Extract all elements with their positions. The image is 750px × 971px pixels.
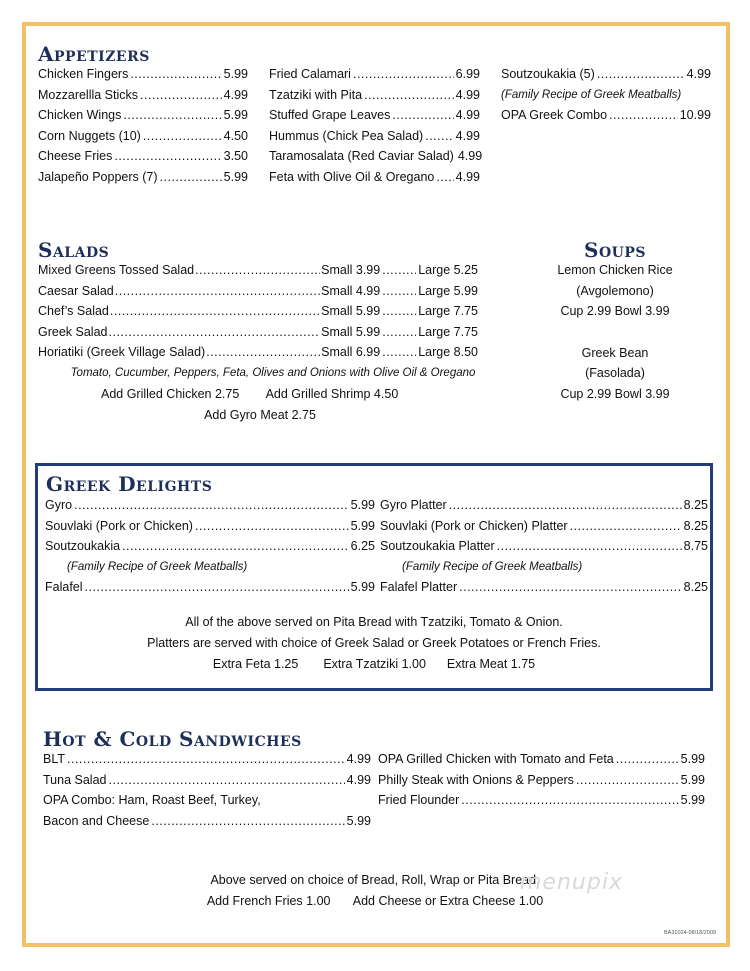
soup-subname: (Avgolemono) bbox=[576, 283, 654, 298]
extra-feta: Extra Feta 1.25 bbox=[212, 657, 299, 671]
menu-item: OPA Combo: Ham, Roast Beef, Turkey, bbox=[43, 793, 261, 807]
soup-subname: (Fasolada) bbox=[585, 366, 645, 380]
meatballs-note: (Family Recipe of Greek Meatballs) bbox=[402, 560, 583, 573]
addon-gyro: Add Gyro Meat 2.75 bbox=[204, 408, 316, 422]
leader-dots bbox=[392, 105, 453, 126]
leader-dots bbox=[108, 322, 320, 343]
item-name: Chicken Fingers bbox=[38, 67, 129, 81]
addon-cheese: Add Cheese or Extra Cheese 1.00 bbox=[352, 894, 544, 908]
platter-note: Platters are served with choice of Greek Salad or Greek Potatoes or French Fries. bbox=[147, 636, 601, 650]
leader-dots bbox=[382, 342, 416, 363]
leader-dots bbox=[140, 85, 222, 106]
addon-chicken: Add Grilled Chicken 2.75 bbox=[101, 387, 240, 401]
item-price: 5.99 bbox=[223, 169, 248, 184]
salads-title: Salads bbox=[38, 238, 110, 262]
menu-item bbox=[269, 167, 480, 188]
soup-price: Cup 2.99 Bowl 3.99 bbox=[560, 304, 670, 318]
sandwiches-title: Hot & Cold Sandwiches bbox=[43, 727, 302, 751]
salad-item bbox=[38, 342, 478, 363]
item-name: Jalapeño Poppers (7) bbox=[38, 169, 158, 184]
salad-item bbox=[38, 301, 478, 322]
menu-item bbox=[38, 105, 248, 126]
salads-list bbox=[38, 260, 478, 363]
large-price: Large 7.75 bbox=[418, 324, 478, 339]
menu-item: Soutzoukakia (5) ..... 4.99 bbox=[501, 64, 711, 85]
small-price: Small 3.99 bbox=[321, 263, 381, 277]
menu-item: Philly Steak with Onions & Peppers ..... 5.99 bbox=[378, 770, 705, 791]
soup-price: Cup 2.99 Bowl 3.99 bbox=[560, 386, 670, 401]
large-price: Large 7.75 bbox=[418, 304, 478, 318]
appetizers-col1 bbox=[38, 64, 248, 187]
leader-dots bbox=[160, 167, 222, 188]
sandwich-addons bbox=[0, 891, 750, 912]
menu-item bbox=[269, 126, 480, 147]
appetizers-title: Appetizers bbox=[38, 42, 150, 66]
item-price: 5.99 bbox=[223, 67, 248, 81]
item-price: 3.50 bbox=[223, 149, 248, 163]
leader-dots bbox=[114, 146, 221, 167]
extra-tzatziki: Extra Tzatziki 1.00 bbox=[323, 657, 426, 671]
menu-item bbox=[38, 126, 248, 147]
leader-dots bbox=[425, 126, 453, 147]
meatballs-note: (Family Recipe of Greek Meatballs) bbox=[67, 560, 248, 573]
leader-dots bbox=[143, 126, 222, 147]
item-name: Hummus (Chick Pea Salad) bbox=[269, 128, 424, 143]
leader-dots bbox=[206, 342, 320, 363]
soup-name: Lemon Chicken Rice bbox=[557, 263, 673, 277]
greek-delights-title: Greek Delights bbox=[46, 472, 213, 496]
salad-addons bbox=[101, 384, 398, 405]
small-price: Small 4.99 bbox=[321, 283, 381, 298]
small-price: Small 6.99 bbox=[321, 345, 381, 359]
large-price: Large 5.99 bbox=[418, 283, 478, 298]
item-name: Corn Nuggets (10) bbox=[38, 128, 141, 143]
item-price: 4.99 bbox=[457, 149, 483, 163]
item-name: Mixed Greens Tossed Salad bbox=[38, 263, 195, 277]
leader-dots bbox=[110, 301, 320, 322]
sandwiches-right-col bbox=[378, 749, 705, 811]
small-price: Small 5.99 bbox=[321, 304, 381, 318]
addon-fries: Add French Fries 1.00 bbox=[206, 894, 331, 908]
item-price: 4.99 bbox=[455, 128, 480, 143]
item-price: 5.99 bbox=[223, 108, 248, 122]
menu-item: Falafel ..... 5.99 bbox=[45, 577, 375, 598]
leader-dots bbox=[115, 281, 320, 302]
soups-list bbox=[540, 260, 690, 404]
menu-item: Soutzoukakia ..... 6.25 bbox=[45, 536, 375, 557]
leader-dots bbox=[382, 301, 416, 322]
item-price: 4.99 bbox=[455, 87, 480, 102]
leader-dots bbox=[382, 281, 416, 302]
item-price: 4.99 bbox=[455, 169, 480, 184]
extras-line bbox=[38, 654, 710, 675]
menu-item: Falafel Platter ..... 8.25 bbox=[380, 577, 708, 598]
appetizers-col2 bbox=[269, 64, 483, 187]
menu-item: Souvlaki (Pork or Chicken) ..... 5.99 bbox=[45, 516, 375, 537]
document-code: BA31024-08/18/2009 bbox=[664, 930, 716, 936]
leader-dots bbox=[382, 322, 416, 343]
horiatiki-note: Tomato, Cucumber, Peppers, Feta, Olives and Onions with Olive Oil & Oregano bbox=[70, 367, 476, 379]
salad-item bbox=[38, 260, 478, 281]
menu-item bbox=[269, 105, 480, 126]
leader-dots bbox=[195, 260, 320, 281]
bread-note: Above served on choice of Bread, Roll, Wrap or Pita Bread. bbox=[210, 873, 540, 887]
item-name: Horiatiki (Greek Village Salad) bbox=[38, 345, 206, 359]
item-price: 4.50 bbox=[223, 128, 248, 143]
menu-item bbox=[38, 64, 248, 85]
item-name: Greek Salad bbox=[38, 324, 108, 339]
menu-item: Gyro ..... 5.99 bbox=[45, 495, 375, 516]
appetizers-col3 bbox=[501, 64, 711, 126]
item-name: Mozzarellla Sticks bbox=[38, 87, 139, 102]
menu-item: Souvlaki (Pork or Chicken) Platter ..... 8.25 bbox=[380, 516, 708, 537]
watermark-logo: menupix bbox=[520, 870, 623, 895]
served-note: All of the above served on Pita Bread with Tzatziki, Tomato & Onion. bbox=[185, 615, 563, 629]
leader-dots bbox=[353, 64, 454, 85]
small-price: Small 5.99 bbox=[321, 324, 381, 339]
large-price: Large 5.25 bbox=[418, 263, 478, 277]
item-name: Caesar Salad bbox=[38, 283, 114, 298]
menu-item bbox=[38, 146, 248, 167]
item-name: Chicken Wings bbox=[38, 108, 122, 122]
item-name: Cheese Fries bbox=[38, 149, 113, 163]
sandwiches-footer bbox=[0, 870, 750, 912]
menu-item bbox=[269, 64, 480, 85]
menu-item: Gyro Platter ..... 8.25 bbox=[380, 495, 708, 516]
item-name: Tzatziki with Pita bbox=[269, 87, 363, 102]
item-price: 6.99 bbox=[455, 67, 480, 81]
item-name: Taramosalata (Red Caviar Salad) bbox=[269, 149, 454, 163]
extra-meat: Extra Meat 1.75 bbox=[446, 657, 536, 671]
greek-right-col bbox=[380, 495, 708, 598]
leader-dots bbox=[364, 85, 454, 106]
leader-dots bbox=[123, 105, 221, 126]
menu-item: Tuna Salad ..... 4.99 bbox=[43, 770, 371, 791]
leader-dots bbox=[436, 167, 453, 188]
meatballs-note: (Family Recipe of Greek Meatballs) bbox=[501, 88, 682, 101]
menu-item: Fried Flounder ..... 5.99 bbox=[378, 790, 705, 811]
menu-item: Soutzoukakia Platter ..... 8.75 bbox=[380, 536, 708, 557]
item-name: Fried Calamari bbox=[269, 67, 351, 81]
menu-item: OPA Greek Combo ..... 10.99 bbox=[501, 105, 711, 126]
large-price: Large 8.50 bbox=[418, 345, 478, 359]
soups-title: Soups bbox=[584, 238, 646, 262]
menu-item: OPA Grilled Chicken with Tomato and Feta ..... 5.99 bbox=[378, 749, 705, 770]
menu-item: Bacon and Cheese ..... 5.99 bbox=[43, 811, 371, 832]
salad-item bbox=[38, 281, 478, 302]
addon-shrimp: Add Grilled Shrimp 4.50 bbox=[265, 387, 399, 401]
leader-dots bbox=[382, 260, 416, 281]
greek-left-col bbox=[45, 495, 375, 598]
menu-item bbox=[38, 167, 248, 188]
salad-item bbox=[38, 322, 478, 343]
item-name: Feta with Olive Oil & Oregano bbox=[269, 169, 435, 184]
greek-delights-box bbox=[35, 463, 713, 691]
leader-dots bbox=[130, 64, 221, 85]
item-name: Stuffed Grape Leaves bbox=[269, 108, 391, 122]
item-price: 4.99 bbox=[223, 87, 248, 102]
menu-item bbox=[38, 85, 248, 106]
item-name: Chef’s Salad bbox=[38, 304, 109, 318]
menu-item bbox=[269, 85, 480, 106]
greek-footer bbox=[38, 612, 710, 675]
menu-item bbox=[269, 146, 483, 167]
soup-name: Greek Bean bbox=[581, 345, 649, 360]
sandwiches-left-col bbox=[43, 749, 371, 831]
menu-item: BLT ..... 4.99 bbox=[43, 749, 371, 770]
item-price: 4.99 bbox=[455, 108, 480, 122]
